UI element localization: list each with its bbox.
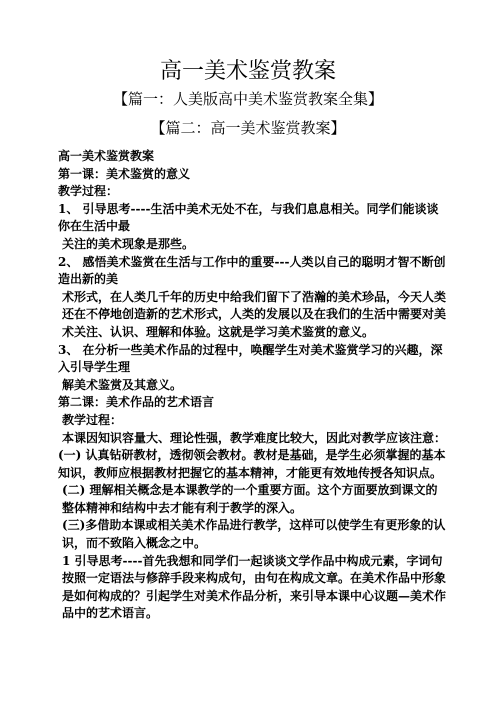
body-paragraph: 本课因知识容量大、理论性强，教学难度比较大，因此对教学应该注意：	[62, 430, 447, 445]
body-paragraph: 2、 感悟美术鉴赏在生活与工作中的重要---人类以自己的聪明才智不断创造出新的美	[58, 254, 446, 287]
body-paragraph: 第一课：美术鉴赏的意义	[58, 166, 191, 181]
body-paragraph: 术形式，在人类几千年的历史中给我们留下了浩瀚的美术珍品，今天人类还在不停地创造新的艺术形式，人类的发展以及在我们的生活中需要对美术关注、认识、理解和体验。这就是学习美术鉴赏的意义。	[62, 289, 447, 339]
body-paragraph: 关注的美术现象是那些。	[62, 236, 195, 251]
section-heading-part-one: 【篇一：人美版高中美术鉴赏教案全集】	[112, 90, 383, 108]
body-paragraph: 1 引导思考----首先我想和同学们一起谈谈文学作品中构成元素，字词句按照一定语法与修辞手段来构成句，由句在构成文章。在美术作品中形象是如何构成的？引起学生对美术作品分析，来引导本课中心议题—美术作品中的艺术语言。	[62, 553, 447, 621]
body-paragraph: 1、 引导思考----生活中美术无处不在，与我们息息相关。同学们能谈谈你在生活中最	[58, 201, 439, 234]
section-heading-part-two: 【篇二：高一美术鉴赏教案】	[150, 119, 346, 137]
document-title: 高一美术鉴赏教案	[159, 59, 336, 84]
body-paragraph: 第二课：美术作品的艺术语言	[58, 395, 215, 410]
body-paragraph: 解美术鉴赏及其意义。	[62, 377, 183, 392]
body-paragraph: 高一美术鉴赏教案	[58, 149, 155, 163]
body-paragraph: 教学过程：	[58, 184, 119, 199]
body-paragraph: (三)多借助本课或相关美术作品进行教学，这样可以使学生有更形象的认识，而不致陷入概念之中。	[62, 518, 446, 551]
body-paragraph: 3、 在分析一些美术作品的过程中，唤醒学生对美术鉴赏学习的兴趣，深入引导学生理	[58, 342, 443, 375]
document-body	[58, 148, 448, 623]
body-paragraph: (二) 理解相关概念是本课教学的一个重要方面。这个方面要放到课文的整体精神和结构中去才能有利于教学的深入。	[62, 483, 438, 515]
body-paragraph: (一) 认真钻研教材，透彻领会教材。教材是基础，是学生必须掌握的基本知识，教师应根据教材把握它的基本精神，才能更有效地传授各知识点。	[58, 448, 446, 480]
body-paragraph: 教学过程：	[62, 412, 123, 427]
